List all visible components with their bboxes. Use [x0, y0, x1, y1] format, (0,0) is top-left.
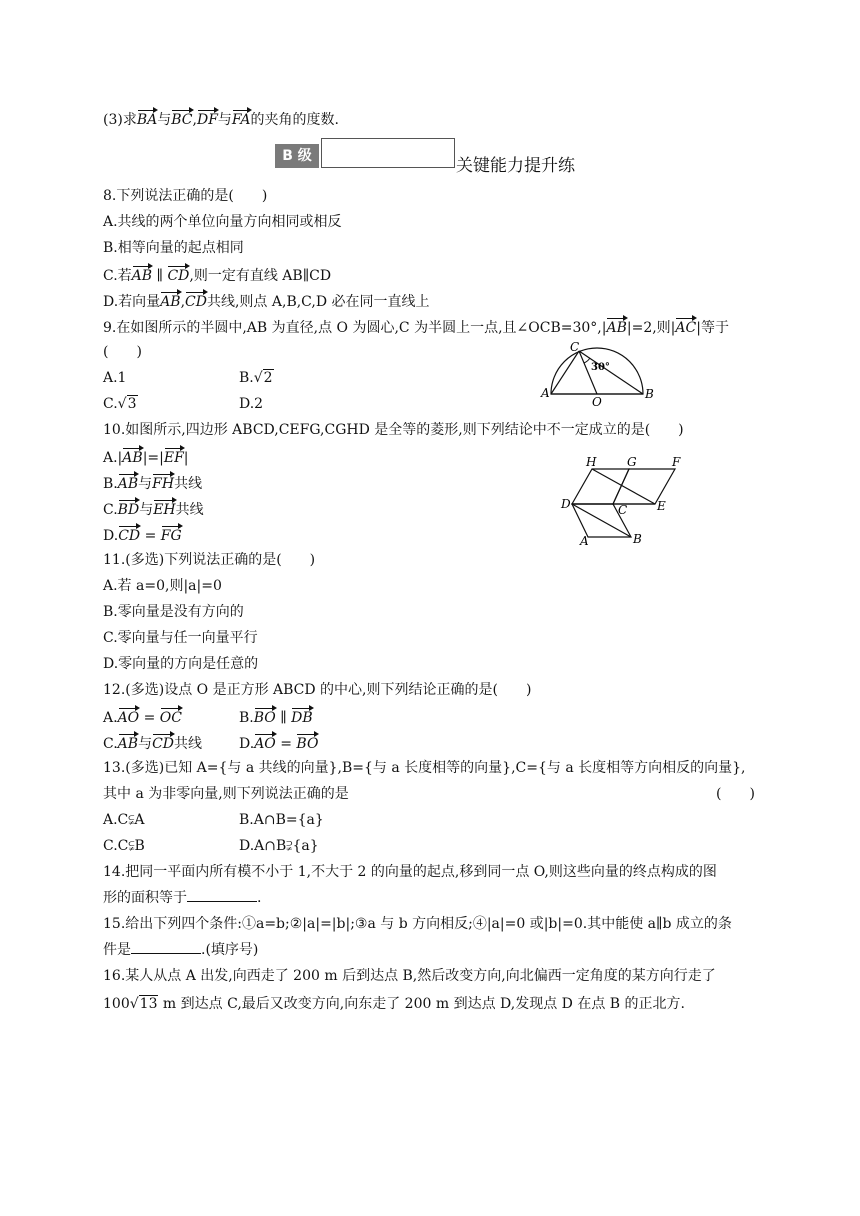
vector-ba: BA [137, 109, 157, 129]
q13-stem-line1: 13.(多选)已知 A={与 a 共线的向量},B={与 a 长度相等的向量},C={与 a 长度相等方向相反的向量}, [103, 760, 746, 776]
semicircle-figure [540, 340, 660, 406]
q12-stem: 12.(多选)设点 O 是正方形 ABCD 的中心,则下列结论正确的是( ) [103, 682, 532, 698]
label-a: A [580, 534, 589, 546]
q14-line2: 形的面积等于 . [103, 890, 262, 906]
label-b: B [645, 387, 654, 401]
q9-option-b: B.√2 [239, 370, 273, 386]
q13-option-d: D.A∩B⫌{a} [239, 838, 319, 854]
q13-stem-line2: 其中 a 为非零向量,则下列说法正确的是 [103, 786, 349, 802]
q12-option-c: C.AB与CD共线 [103, 733, 202, 753]
q11-option-b: B.零向量是没有方向的 [103, 604, 244, 620]
q10-stem: 10.如图所示,四边形 ABCD,CEFG,CGHD 是全等的菱形,则下列结论中不一定成立的是( ) [103, 422, 684, 438]
q12-option-b: B.BO ∥ DB [239, 707, 313, 727]
vector-bc: BC [171, 109, 192, 129]
q9-paren: ( ) [103, 344, 142, 360]
segment-he [592, 469, 655, 504]
rhombus-figure [558, 454, 692, 546]
q13-paren: ( ) [716, 786, 755, 802]
label-angle: 30° [591, 362, 610, 373]
q10-option-a: A.|AB|=|EF| [103, 447, 189, 467]
section-title: 关键能力提升练 [456, 156, 575, 176]
label-d: D [561, 497, 571, 511]
q15-line1: 15.给出下列四个条件:①a=b;②|a|=|b|;③a 与 b 方向相反;④|a|=0 或|b|=0.其中能使 a∥b 成立的条 [103, 916, 732, 932]
q8-option-b: B.相等向量的起点相同 [103, 240, 244, 256]
q13-option-c: C.C⫋B [103, 838, 145, 854]
label-f: F [672, 455, 681, 469]
q8-option-c: C.若AB ∥ CD,则一定有直线 AB∥CD [103, 265, 331, 285]
answer-blank[interactable] [187, 889, 257, 902]
level-badge: B 级 [275, 144, 319, 168]
q16-line1: 16.某人从点 A 出发,向西走了 200 m 后到达点 B,然后改变方向,向北偏西一定角度的某方向行走了 [103, 968, 716, 984]
q12-option-a: A.AO = OC [103, 707, 182, 727]
q9-option-a: A.1 [103, 370, 127, 386]
q11-option-c: C.零向量与任一向量平行 [103, 630, 258, 646]
label-o: O [592, 395, 602, 406]
vector-df: DF [197, 109, 218, 129]
q7-part3: (3)求BA与BC,DF与FA的夹角的度数. [103, 109, 339, 129]
q11-stem: 11.(多选)下列说法正确的是( ) [103, 552, 316, 568]
label-h: H [586, 455, 597, 469]
q16-line2: 100√13 m 到达点 C,最后又改变方向,向东走了 200 m 到达点 D,发现点 D 在点 B 的正北方. [103, 996, 685, 1012]
segment-ca [551, 351, 579, 394]
banner-box [321, 138, 455, 168]
label-b: B [633, 532, 642, 546]
angle-mark [584, 358, 590, 363]
label-a: A [541, 386, 550, 400]
q10-option-b: B.AB与FH共线 [103, 473, 202, 493]
q10-option-c: C.BD与EH共线 [103, 499, 204, 519]
q8-stem: 8.下列说法正确的是( ) [103, 188, 268, 204]
q11-option-d: D.零向量的方向是任意的 [103, 656, 259, 672]
q9-option-d: D.2 [239, 396, 264, 412]
q11-option-a: A.若 a=0,则|a|=0 [103, 578, 222, 594]
q9-stem: 9.在如图所示的半圆中,AB 为直径,点 O 为圆心,C 为半圆上一点,且∠OCB=30°,|AB|=2,则|AC|等于 [103, 317, 729, 337]
q8-option-a: A.共线的两个单位向量方向相同或相反 [103, 214, 342, 230]
q9-option-c: C.√3 [103, 396, 137, 412]
q14-line1: 14.把同一平面内所有模不小于 1,不大于 2 的向量的起点,移到同一点 O,则这些向量的终点构成的图 [103, 864, 717, 880]
answer-blank[interactable] [131, 941, 201, 954]
q13-option-b: B.A∩B={a} [239, 812, 324, 828]
label-g: G [627, 455, 637, 469]
label-c: C [618, 503, 628, 517]
q15-line2: 件是 .(填序号) [103, 942, 259, 958]
q13-option-a: A.C⫋A [103, 812, 145, 828]
q10-option-d: D.CD = FG [103, 525, 182, 545]
q12-option-d: D.AO = BO [239, 733, 318, 753]
label-c: C [570, 340, 580, 354]
q8-option-d: D.若向量AB,CD共线,则点 A,B,C,D 必在同一直线上 [103, 291, 430, 311]
vector-fa: FA [232, 109, 251, 129]
label-e: E [657, 499, 666, 513]
